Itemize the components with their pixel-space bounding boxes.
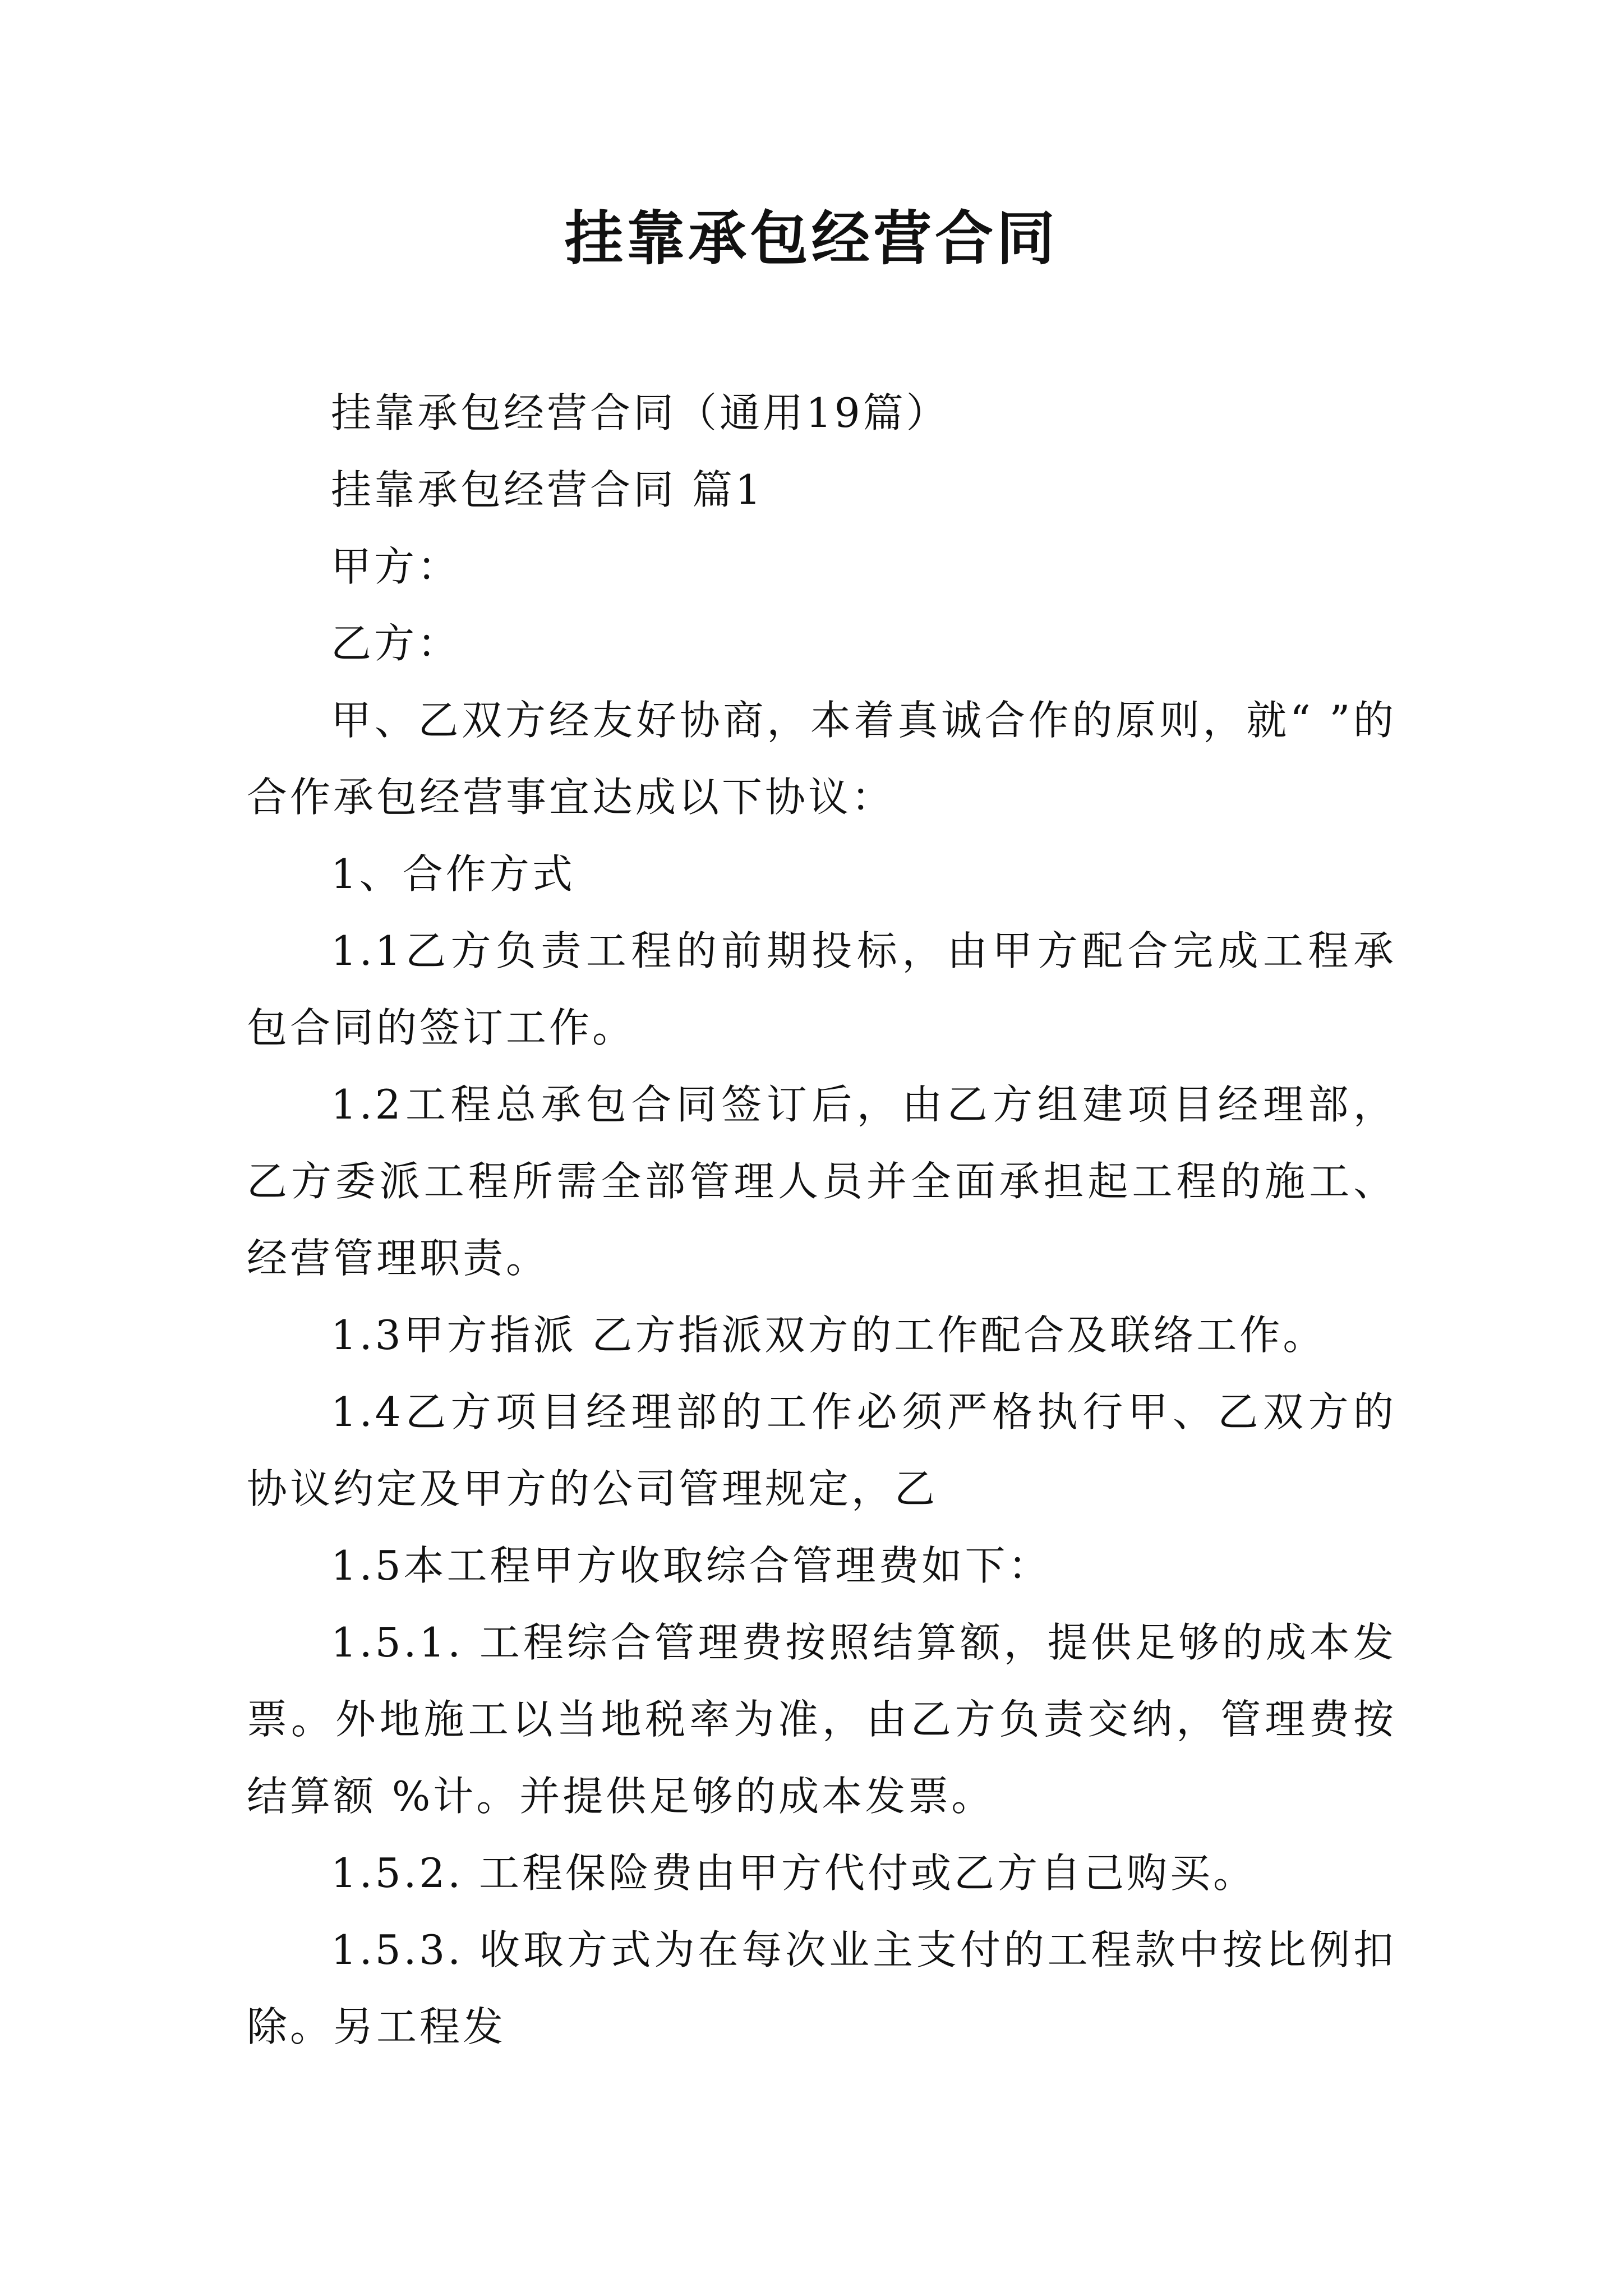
paragraph-clause-1-5-2: 1.5.2. 工程保险费由甲方代付或乙方自己购买。 [331,1849,1256,1897]
paragraph-party-b: 乙方： [331,620,461,667]
paragraph-clause-1-5-1: 1.5.1. 工程综合管理费按照结算额，提供足够的成本发票。外地施工以当地税率为准，由乙方负责交纳，管理费按结算额 %计。并提供足够的成本发票。 [247,1619,1396,1820]
document-body [247,375,1396,2065]
paragraph-clause-1-1: 1.1乙方负责工程的前期投标，由甲方配合完成工程承包合同的签订工作。 [247,927,1396,1051]
paragraph-clause-1: 1、合作方式 [331,850,575,898]
paragraph-clause-1-5: 1.5本工程甲方收取综合管理费如下： [331,1542,1052,1589]
paragraph-subtitle: 挂靠承包经营合同（通用19篇） [331,389,949,436]
paragraph-clause-1-2: 1.2工程总承包合同签订后，由乙方组建项目经理部，乙方委派工程所需全部管理人员并全面承担起工程的施工、经营管理职责。 [247,1081,1396,1282]
document-title: 挂靠承包经营合同 [564,204,1058,273]
paragraph-clause-1-4: 1.4乙方项目经理部的工作必须严格执行甲、乙双方的协议约定及甲方的公司管理规定，乙 [247,1388,1396,1512]
paragraph-clause-1-3: 1.3甲方指派 乙方指派双方的工作配合及联络工作。 [331,1312,1326,1359]
paragraph-clause-1-5-3: 1.5.3. 收取方式为在每次业主支付的工程款中按比例扣除。另工程发 [247,1926,1396,2050]
paragraph-section-heading: 挂靠承包经营合同 篇1 [331,466,764,513]
paragraph-party-a: 甲方： [331,543,461,590]
paragraph-preamble: 甲、乙双方经友好协商，本着真诚合作的原则，就“ ”的合作承包经营事宜达成以下协议： [247,697,1396,821]
